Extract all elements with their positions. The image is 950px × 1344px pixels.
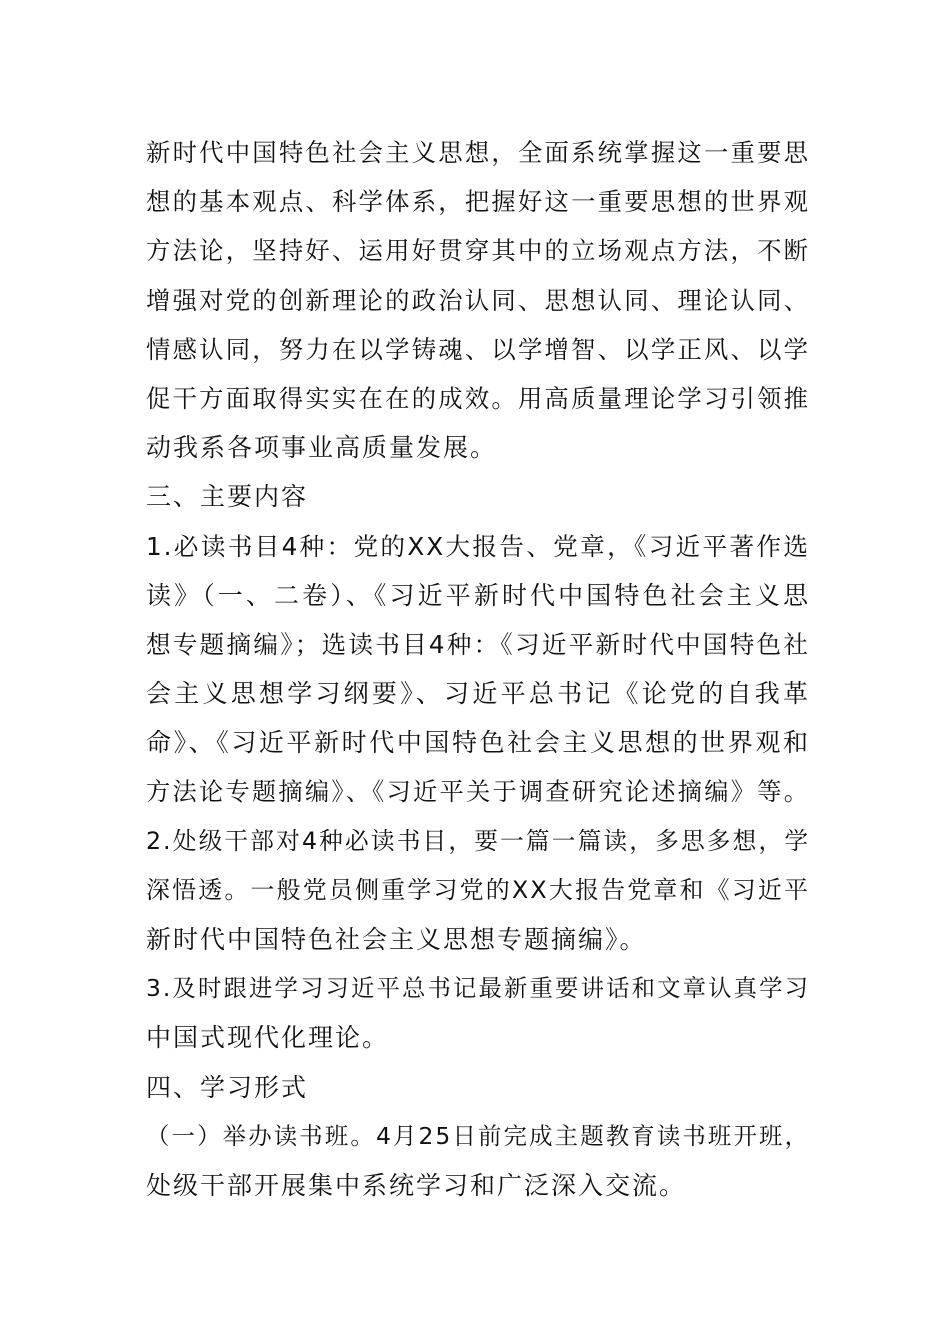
item-1-line: 读》（一、二卷）、《习近平新时代中国特色社会主义思 (146, 580, 810, 610)
item-2-line: 深悟透。一般党员侧重学习党的XX大报告党章和《习近平 (146, 875, 810, 904)
subsection-reading-class-line: 处级干部开展集中系统学习和广泛深入交流。 (146, 1170, 687, 1200)
item-3-line: 中国式现代化理论。 (146, 1023, 390, 1053)
subsection-reading-class-line: （一）举办读书班。4月25日前完成主题教育读书班开班， (146, 1121, 810, 1150)
item-1-line: 想专题摘编》；选读书目4种：《习近平新时代中国特色社 (146, 629, 810, 659)
text-line: 想的基本观点、科学体系，把握好这一重要思想的世界观 (146, 187, 810, 217)
text-line: 增强对党的创新理论的政治认同、思想认同、理论认同、 (146, 285, 810, 315)
item-2-line: 新时代中国特色社会主义思想专题摘编》。 (146, 925, 647, 954)
text-line: 促干方面取得实实在在的成效。用高质量理论学习引领推 (146, 383, 810, 413)
item-1-line: 会主义思想学习纲要》、习近平总书记《论党的自我革 (146, 679, 810, 709)
item-2-line: 2.处级干部对4种必读书目，要一篇一篇读，多思多想，学 (146, 826, 810, 855)
item-1-line: 1.必读书目4种：党的XX大报告、党章，《习近平著作选 (146, 531, 810, 561)
text-line: 方法论，坚持好、运用好贯穿其中的立场观点方法，不断 (146, 236, 810, 266)
document-body (146, 128, 810, 1210)
item-1-line: 命》、《习近平新时代中国特色社会主义思想的世界观和 (146, 728, 810, 758)
section-heading-main-content: 三、主要内容 (146, 482, 309, 512)
text-line: 新时代中国特色社会主义思想，全面系统掌握这一重要思 (146, 138, 810, 167)
item-1-line: 方法论专题摘编》、《习近平关于调查研究论述摘编》等。 (146, 777, 810, 807)
item-3-line: 3.及时跟进学习习近平总书记最新重要讲话和文章认真学习 (146, 974, 810, 1003)
section-heading-study-format: 四、学习形式 (146, 1072, 309, 1102)
text-line: 情感认同，努力在以学铸魂、以学增智、以学正风、以学 (146, 334, 810, 364)
paragraph-end-line: 动我系各项事业高质量发展。 (146, 433, 498, 463)
